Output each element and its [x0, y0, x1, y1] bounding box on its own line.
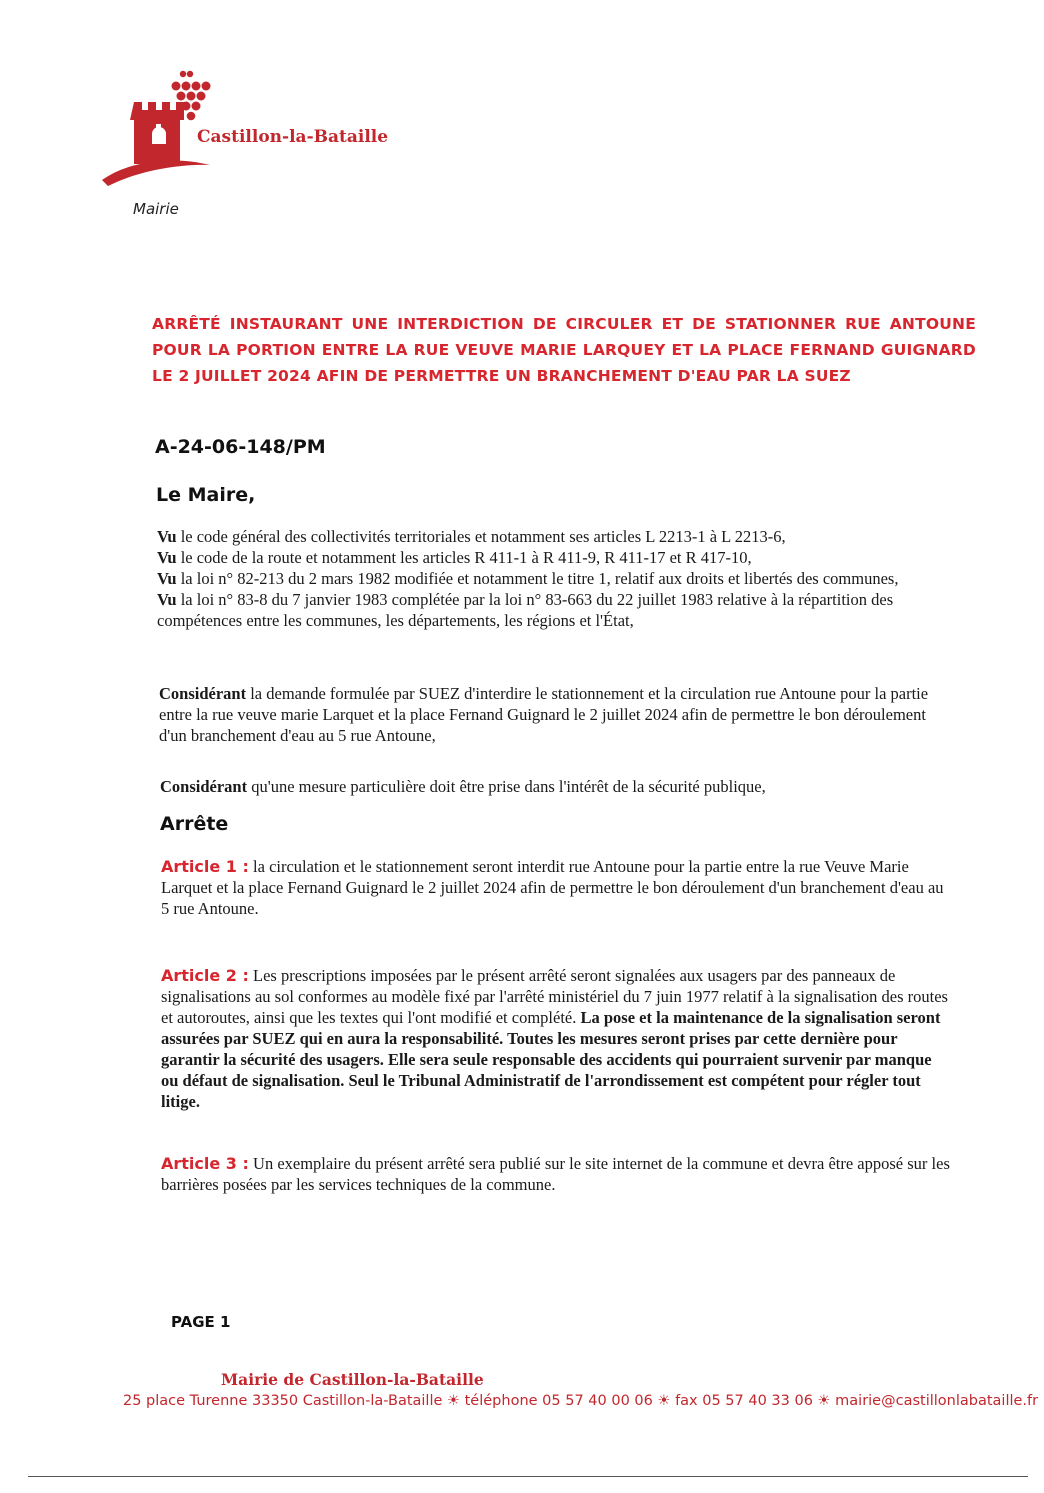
article-1 [161, 856, 951, 919]
considerant-item: Considérant la demande formulée par SUEZ d'interdire le stationnement et la circulation rue Antoune pour la partie entre la rue veuve marie Larquet et la place Fernand Guignard le 2 juillet 2024 afin de permettre le bon déroulement d'un branchement d'eau au 5 rue Antoune, [159, 684, 929, 745]
authority-heading: Le Maire, [156, 484, 256, 506]
article-bold-text: La pose et la maintenance de la signalisation seront assurées par SUEZ qui en aura la responsabilité. Toutes les mesures seront prises par cette dernière pour garantir la sécurité des usagers. Elle sera seule responsable des accidents qui pourraient survenir par manque ou défaut de signalisation. Seul le Tribunal Administratif de l'arrondissement est compétent pour régler tout litige. [161, 1008, 941, 1111]
town-name: Castillon-la-Bataille [197, 127, 389, 147]
visas-section [157, 526, 947, 631]
decree-reference: A-24-06-148/PM [155, 436, 326, 458]
article-label: Article 2 : [161, 966, 249, 985]
mairie-label: Mairie [133, 200, 179, 218]
article-3 [161, 1153, 951, 1195]
article-text: la circulation et le stationnement seront interdit rue Antoune pour la partie entre la rue Veuve Marie Larquet et la place Fernand Guignard le 2 juillet 2024 afin de permettre le bon déroulement d'un branchement d'eau au 5 rue Antoune. [161, 857, 944, 918]
visa-item: Vu la loi n° 83-8 du 7 janvier 1983 complétée par la loi n° 83-663 du 22 juillet 1983 relative à la répartition des compétences entre les communes, les départements, les régions et l'État, [157, 590, 894, 630]
article-text: Les prescriptions imposées par le présent arrêté seront signalées aux usagers par des panneaux de signalisations au sol conformes au modèle fixé par l'arrêté ministériel du 7 juin 1977 relatif à la signalisation des routes et autoroutes, ainsi que les textes qui l'ont modifié et complété. [161, 966, 948, 1027]
decision-heading: Arrête [160, 813, 229, 835]
decree-title: ARRÊTÉ INSTAURANT UNE INTERDICTION DE CIRCULER ET DE STATIONNER RUE ANTOUNE POUR LA PORTION ENTRE LA RUE VEUVE MARIE LARQUEY ET LA PLACE FERNAND GUIGNARD LE 2 JUILLET 2024 AFIN DE PERMETTRE UN BRANCHEMENT D'EAU PAR LA SUEZ [152, 315, 976, 385]
footer-name: Mairie de Castillon-la-Bataille [221, 1370, 484, 1389]
visa-item: Vu le code de la route et notamment les articles R 411-1 à R 411-9, R 411-17 et R 417-10, [157, 548, 752, 567]
article-label: Article 1 : [161, 857, 249, 876]
article-2 [161, 965, 951, 1112]
considerant-item: Considérant qu'une mesure particulière doit être prise dans l'intérêt de la sécurité publique, [160, 777, 766, 796]
footer-divider [28, 1476, 1028, 1477]
page-number: PAGE 1 [171, 1313, 231, 1331]
visa-item: Vu le code général des collectivités territoriales et notamment ses articles L 2213-1 à L 2213-6, [157, 527, 786, 546]
article-label: Article 3 : [161, 1154, 249, 1173]
article-text: Un exemplaire du présent arrêté sera publié sur le site internet de la commune et devra être apposé sur les barrières posées par les services techniques de la commune. [161, 1154, 950, 1194]
visa-item: Vu la loi n° 82-213 du 2 mars 1982 modifiée et notamment le titre 1, relatif aux droits et libertés des communes, [157, 569, 899, 588]
footer-address: 25 place Turenne 33350 Castillon-la-Bataille ☀ téléphone 05 57 40 00 06 ☀ fax 05 57 40 33 06 ☀ mairie@castillonlabataille.fr [123, 1393, 1039, 1409]
